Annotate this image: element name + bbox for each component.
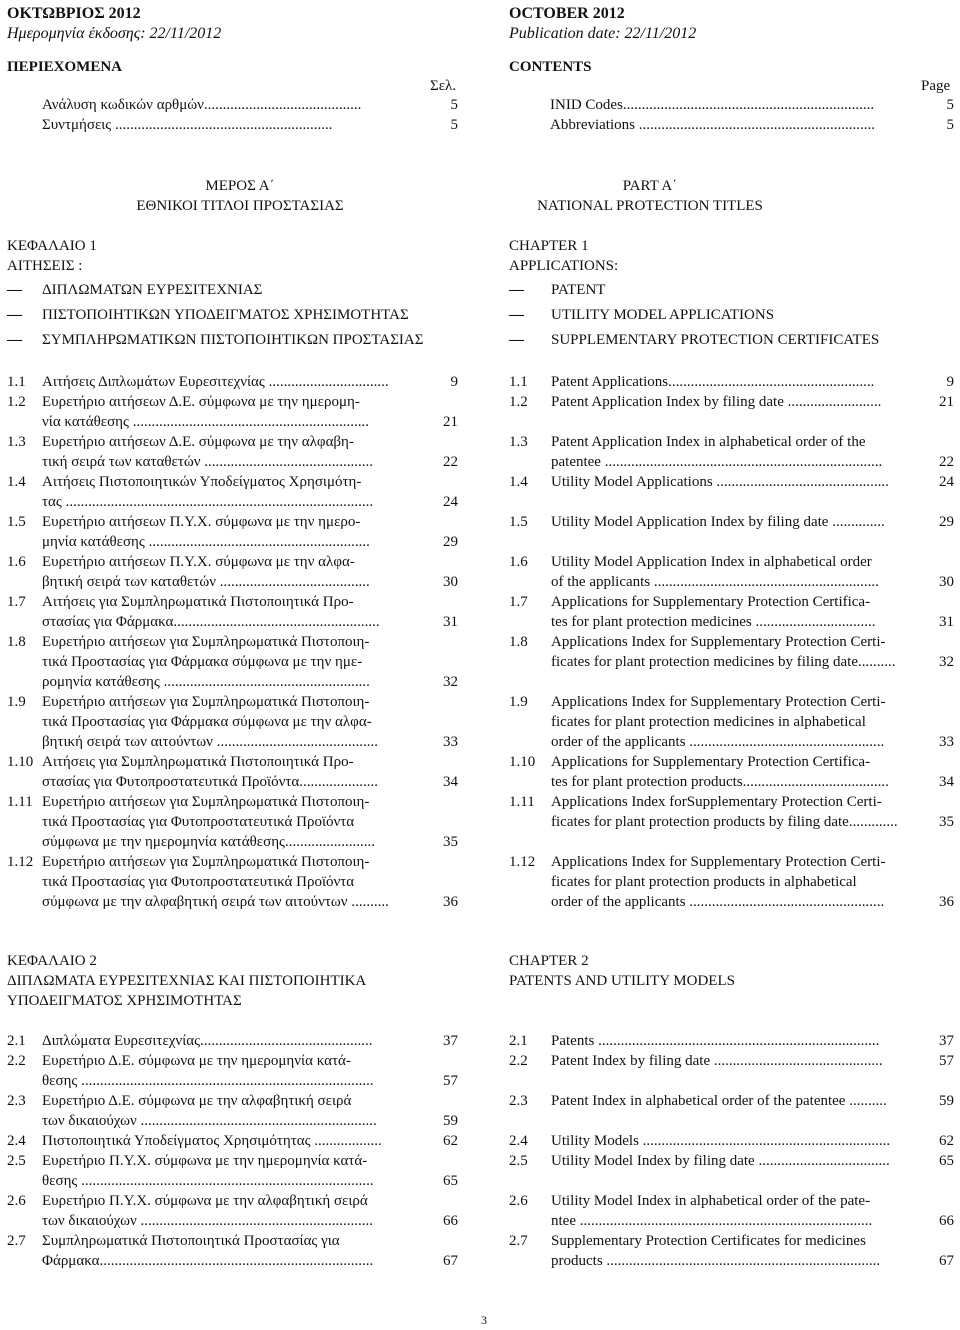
toc-entry-text: Ευρετήριο αιτήσεων Π.Υ.Χ. σύμφωνα με την αλφα- <box>42 554 355 570</box>
chapter2-sub1-gr: ΔΙΠΛΩΜΑΤΑ ΕΥΡΕΣΙΤΕΧΝΙΑΣ ΚΑΙ ΠΙΣΤΟΠΟΙΗΤΙΚΑ <box>7 973 367 989</box>
toc-entry-number: 1.2 <box>7 394 26 410</box>
toc-entry-page: 66 <box>443 1213 458 1229</box>
toc-entry-text: products ......................................................................... <box>551 1253 881 1269</box>
toc-entry-text: ntee .............................................................................. <box>551 1213 873 1229</box>
toc-entry-text: Utility Model Index in alphabetical order of the pate- <box>551 1193 871 1209</box>
toc-entry-text: Utility Model Applications .............................................. <box>551 474 889 490</box>
toc-entry-number: 2.5 <box>509 1153 528 1169</box>
toc-entry-text: στασίας για Φάρμακα....................................................... <box>42 614 380 630</box>
toc-entry-number: 1.2 <box>509 394 528 410</box>
dash-icon: — <box>7 307 22 323</box>
toc-entry-number: 1.7 <box>509 594 528 610</box>
toc-entry-text: Αιτήσεις για Συμπληρωματικά Πιστοποιητικά Προ- <box>42 754 354 770</box>
toc-entry-page: 34 <box>443 774 458 790</box>
toc-entry-number: 1.12 <box>7 854 34 870</box>
toc-entry-text: θεσης .............................................................................. <box>42 1073 374 1089</box>
gr-month: ΟΚΤΩΒΡΙΟΣ 2012 <box>7 5 141 22</box>
toc-entry-text: τικά Προστασίας για Φυτοπροστατευτικά Προϊόντα <box>42 814 355 830</box>
toc-entry-number: 1.1 <box>7 374 26 390</box>
toc-entry-number: 1.6 <box>509 554 528 570</box>
toc-entry-page: 21 <box>939 394 954 410</box>
toc-entry-text: Αιτήσεις Πιστοποιητικών Υποδείγματος Χρησιμότη- <box>42 474 362 490</box>
toc-entry-page: 32 <box>939 654 954 670</box>
toc-entry-text: στασίας για Φυτοπροστατευτικά Προϊόντα..................... <box>42 774 378 790</box>
toc-entry-page: 62 <box>939 1133 954 1149</box>
toc-entry-number: 2.7 <box>509 1233 528 1249</box>
toc-entry-page: 9 <box>450 374 458 390</box>
toc-entry-page: 62 <box>443 1133 458 1149</box>
page-number: 3 <box>481 1313 487 1327</box>
toc-entry-page: 37 <box>939 1033 954 1049</box>
toc-entry-number: 1.9 <box>509 694 528 710</box>
part-subtitle-en: NATIONAL PROTECTION TITLES <box>537 198 763 214</box>
toc-entry-text: Supplementary Protection Certificates for medicines <box>551 1233 866 1249</box>
dash-icon: — <box>7 282 22 298</box>
toc-entry-number: 1.5 <box>509 514 528 530</box>
toc-entry-text: Ευρετήριο Π.Υ.Χ. σύμφωνα με την ημερομηνία κατά- <box>42 1153 368 1169</box>
toc-entry-text: θεσης .............................................................................. <box>42 1173 374 1189</box>
gr-pubdate: Ημερομηνία έκδοσης: 22/11/2012 <box>7 25 222 42</box>
toc-entry-page: 57 <box>939 1053 954 1069</box>
toc-entry-text: order of the applicants .................................................... <box>551 894 885 910</box>
toc-entry-page: 57 <box>443 1073 458 1089</box>
toc-entry-text: order of the applicants .................................................... <box>551 734 885 750</box>
chapter2-sub2-gr: ΥΠΟΔΕΙΓΜΑΤΟΣ ΧΡΗΣΙΜΟΤΗΤΑΣ <box>7 993 242 1009</box>
toc-entry-text: των δικαιούχων .............................................................. <box>42 1213 374 1229</box>
part-title-en: PART A΄ <box>622 178 678 194</box>
toc-entry-text: Αιτήσεις για Συμπληρωματικά Πιστοποιητικά Προ- <box>42 594 354 610</box>
toc-entry-text: Φάρμακα......................................................................... <box>42 1253 374 1269</box>
toc-entry-page: 33 <box>939 734 954 750</box>
toc-entry-page: 31 <box>443 614 458 630</box>
toc-entry-page: 24 <box>443 494 458 510</box>
chapter2-title-gr: ΚΕΦΑΛΑΙΟ 2 <box>7 953 97 969</box>
toc-entry-text: Ευρετήριο αιτήσεων για Συμπληρωματικά Πιστοποιη- <box>42 694 370 710</box>
toc-entry-page: 31 <box>939 614 954 630</box>
toc-entry-page: 21 <box>443 414 458 430</box>
toc-entry-text: βητική σειρά των καταθετών ........................................ <box>42 574 370 590</box>
toc-entry-text: tes for plant protection medicines ................................ <box>551 614 876 630</box>
toc-entry-text: μηνία κατάθεσης ........................................................... <box>42 534 370 550</box>
part-title-gr: ΜΕΡΟΣ Α΄ <box>205 178 275 194</box>
en-pubdate: Publication date: 22/11/2012 <box>509 25 697 42</box>
toc-entry-number: 1.12 <box>509 854 536 870</box>
toc-entry-page: 66 <box>939 1213 954 1229</box>
toc-entry-number: 1.9 <box>7 694 26 710</box>
part-subtitle-gr: ΕΘΝΙΚΟΙ ΤΙΤΛΟΙ ΠΡΟΣΤΑΣΙΑΣ <box>136 198 344 214</box>
toc-entry-number: 1.7 <box>7 594 26 610</box>
toc-entry-text: Ευρετήριο αιτήσεων Δ.Ε. σύμφωνα με την ημερομη- <box>42 394 360 410</box>
toc-entry-text: ficates for plant protection products by filing date............. <box>551 814 898 830</box>
toc-entry-page: 67 <box>939 1253 954 1269</box>
toc-entry-page: 59 <box>443 1113 458 1129</box>
toc-entry-number: 1.3 <box>509 434 528 450</box>
toc-entry-text: νία κατάθεσης ............................................................... <box>42 414 369 430</box>
toc-entry-page: 24 <box>939 474 954 490</box>
toc-entry-page: 59 <box>939 1093 954 1109</box>
chapter2-title-en: CHAPTER 2 <box>509 953 589 969</box>
toc-entry-text: Applications for Supplementary Protection Certifica- <box>551 594 871 610</box>
toc-entry-number: 1.10 <box>7 754 34 770</box>
toc-entry-text: Ευρετήριο αιτήσεων για Συμπληρωματικά Πιστοποιη- <box>42 634 370 650</box>
toc-entry-text: τας .................................................................................. <box>42 494 374 510</box>
toc-entry-text: σύμφωνα με την αλφαβητική σειρά των αιτούντων .......... <box>42 894 389 910</box>
toc-entry-number: 2.2 <box>7 1053 26 1069</box>
toc-entry-page: 30 <box>939 574 954 590</box>
toc-entry-text: Applications for Supplementary Protection Certifica- <box>551 754 871 770</box>
toc-entry-text: Applications Index forSupplementary Protection Certi- <box>551 794 882 810</box>
toc-entry-page: 32 <box>443 674 458 690</box>
toc-entry-text: ficates for plant protection products in alphabetical <box>551 874 857 890</box>
toc-entry-page: 22 <box>443 454 458 470</box>
toc-entry-page: 33 <box>443 734 458 750</box>
toc-entry-text: τικά Προστασίας για Φάρμακα σύμφωνα με την ημε- <box>42 654 363 670</box>
toc-entry-number: 1.10 <box>509 754 536 770</box>
toc-entry-text: Patent Index in alphabetical order of the patentee .......... <box>551 1093 887 1109</box>
toc-entry-number: 2.3 <box>7 1093 26 1109</box>
toc-entry-page: 9 <box>946 374 954 390</box>
dash-icon: — <box>509 332 524 348</box>
toc-entry-text: Ευρετήριο Δ.Ε. σύμφωνα με την ημερομηνία κατά- <box>42 1053 351 1069</box>
toc-entry-text: Patent Index by filing date ............................................. <box>551 1053 883 1069</box>
toc-entry-text: Patent Application Index by filing date ......................... <box>551 394 882 410</box>
toc-entry-number: 1.4 <box>7 474 26 490</box>
en-month: OCTOBER 2012 <box>509 5 625 22</box>
toc-entry-text: Applications Index for Supplementary Protection Certi- <box>551 694 886 710</box>
toc-entry-page: 35 <box>443 834 458 850</box>
toc-entry-text: Πιστοποιητικά Υποδείγματος Χρησιμότητας .................. <box>42 1133 382 1149</box>
dash-icon: — <box>7 332 22 348</box>
toc-entry-page: 29 <box>443 534 458 550</box>
toc-entry-text: ficates for plant protection medicines in alphabetical <box>551 714 866 730</box>
toc-entry-number: 1.8 <box>509 634 528 650</box>
toc-entry-number: 2.4 <box>509 1133 528 1149</box>
toc-entry-text: σύμφωνα με την ημερομηνία κατάθεσης........................ <box>42 834 375 850</box>
toc-entry-text: ρομηνία κατάθεσης ....................................................... <box>42 674 370 690</box>
toc-entry-number: 2.2 <box>509 1053 528 1069</box>
toc-entry-text: Ευρετήριο αιτήσεων Π.Υ.Χ. σύμφωνα με την ημερο- <box>42 514 361 530</box>
contents-page-label-en: Page <box>921 78 951 94</box>
toc-entry-number: 1.11 <box>7 794 33 810</box>
toc-entry-text: βητική σειρά των αιτούντων ........................................... <box>42 734 378 750</box>
contents-title-gr: ΠΕΡΙΕΧΟΜΕΝΑ <box>7 59 123 75</box>
toc-entry-text: Patent Applications....................................................... <box>551 374 875 390</box>
chapter1-sub-en: APPLICATIONS: <box>509 258 619 274</box>
toc-entry-number: 2.6 <box>7 1193 26 1209</box>
toc-entry-number: 2.1 <box>509 1033 528 1049</box>
toc-entry-page: 34 <box>939 774 954 790</box>
toc-entry-page: 36 <box>443 894 458 910</box>
toc-entry-number: 1.11 <box>509 794 535 810</box>
toc-entry-text: Ευρετήριο αιτήσεων Δ.Ε. σύμφωνα με την αλφαβη- <box>42 434 354 450</box>
toc-entry-text: Utility Model Application Index by filing date .............. <box>551 514 885 530</box>
toc-entry-text: Συμπληρωματικά Πιστοποιητικά Προστασίας για <box>42 1233 340 1249</box>
toc-entry-number: 1.1 <box>509 374 528 390</box>
toc-entry-page: 65 <box>443 1173 458 1189</box>
toc-entry-number: 1.3 <box>7 434 26 450</box>
toc-entry-text: Applications Index for Supplementary Protection Certi- <box>551 854 886 870</box>
toc-entry-number: 1.4 <box>509 474 528 490</box>
toc-entry-page: 30 <box>443 574 458 590</box>
toc-entry-text: τική σειρά των καταθετών ............................................. <box>42 454 374 470</box>
toc-entry-page: 65 <box>939 1153 954 1169</box>
contents-page-label-gr: Σελ. <box>430 78 457 94</box>
toc-entry-page: 67 <box>443 1253 458 1269</box>
toc-entry-text: τικά Προστασίας για Φυτοπροστατευτικά Προϊόντα <box>42 874 355 890</box>
toc-entry-text: Διπλώματα Ευρεσιτεχνίας.............................................. <box>42 1033 373 1049</box>
toc-entry-number: 2.4 <box>7 1133 26 1149</box>
toc-entry-text: Ευρετήριο Δ.Ε. σύμφωνα με την αλφαβητική σειρά <box>42 1093 352 1109</box>
toc-entry-number: 1.6 <box>7 554 26 570</box>
toc-entry-text: patentee .......................................................................... <box>551 454 883 470</box>
toc-entry-text: Utility Model Index by filing date ................................... <box>551 1153 890 1169</box>
toc-entry-text: Utility Model Application Index in alphabetical order <box>551 554 872 570</box>
chapter1-title-en: CHAPTER 1 <box>509 238 589 254</box>
toc-entry-text: των δικαιούχων ............................................................... <box>42 1113 377 1129</box>
toc-entry-text: ficates for plant protection medicines by filing date.......... <box>551 654 896 670</box>
header-en <box>509 4 696 44</box>
toc-entry-number: 2.5 <box>7 1153 26 1169</box>
chapter1-sub-gr: ΑΙΤΗΣΕΙΣ : <box>7 258 83 274</box>
toc-entry-number: 1.8 <box>7 634 26 650</box>
toc-entry-number: 2.1 <box>7 1033 26 1049</box>
toc-entry-text: Patent Application Index in alphabetical order of the <box>551 434 866 450</box>
dash-icon: — <box>509 282 524 298</box>
toc-entry-text: Utility Models .................................................................. <box>551 1133 891 1149</box>
toc-entry-page: 37 <box>443 1033 458 1049</box>
toc-entry-text: Patents ........................................................................... <box>551 1033 880 1049</box>
header-gr <box>7 4 221 44</box>
chapter1-title-gr: ΚΕΦΑΛΑΙΟ 1 <box>7 238 97 254</box>
toc-entry-text: tes for plant protection products....................................... <box>551 774 889 790</box>
toc-entry-page: 35 <box>939 814 954 830</box>
toc-entry-page: 22 <box>939 454 954 470</box>
toc-entry-number: 2.6 <box>509 1193 528 1209</box>
toc-entry-text: Ευρετήριο αιτήσεων για Συμπληρωματικά Πιστοποιη- <box>42 854 370 870</box>
toc-entry-text: Applications Index for Supplementary Protection Certi- <box>551 634 886 650</box>
toc-entry-text: Ευρετήριο Π.Υ.Χ. σύμφωνα με την αλφαβητική σειρά <box>42 1193 368 1209</box>
toc-entry-page: 36 <box>939 894 954 910</box>
toc-entry-number: 2.7 <box>7 1233 26 1249</box>
toc-entry-text: Αιτήσεις Διπλωμάτων Ευρεσιτεχνίας ................................ <box>42 374 389 390</box>
toc-entry-text: of the applicants ............................................................ <box>551 574 879 590</box>
toc-entry-text: Ευρετήριο αιτήσεων για Συμπληρωματικά Πιστοποιη- <box>42 794 370 810</box>
toc-entry-number: 1.5 <box>7 514 26 530</box>
chapter2-sub1-en: PATENTS AND UTILITY MODELS <box>509 973 735 989</box>
toc-entry-page: 29 <box>939 514 954 530</box>
dash-icon: — <box>509 307 524 323</box>
contents-title-en: CONTENTS <box>509 59 592 75</box>
toc-entry-text: τικά Προστασίας για Φάρμακα σύμφωνα με την αλφα- <box>42 714 372 730</box>
toc-entry-number: 2.3 <box>509 1093 528 1109</box>
